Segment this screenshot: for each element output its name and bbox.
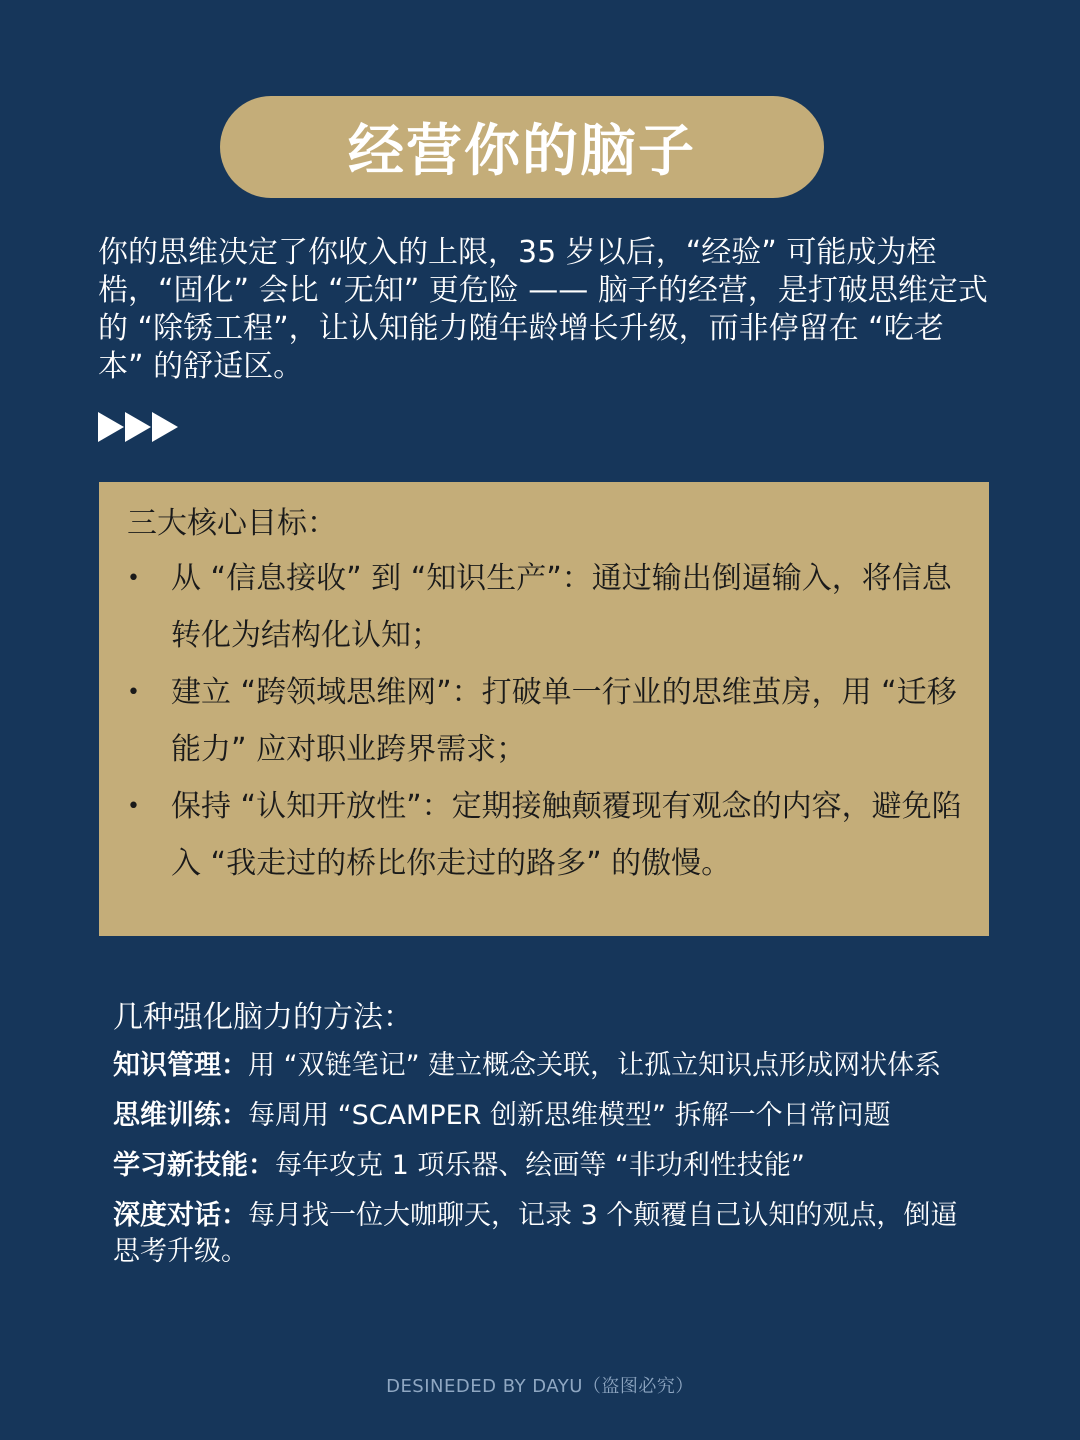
core-goal-item	[127, 664, 971, 778]
page-title: 经营你的脑子	[348, 119, 696, 184]
core-goal-item	[127, 778, 971, 892]
method-label: 学习新技能：	[113, 1150, 275, 1181]
method-text: 每周用 “SCAMPER 创新思维模型” 拆解一个日常问题	[248, 1100, 891, 1131]
methods-section	[113, 996, 973, 1284]
method-item	[113, 1148, 973, 1184]
methods-title: 几种强化脑力的方法：	[113, 1000, 413, 1035]
core-goals-title: 三大核心目标：	[127, 506, 337, 541]
bullet-icon: •	[127, 566, 140, 591]
method-item	[113, 1198, 973, 1270]
method-item	[113, 1048, 973, 1084]
core-goals-box	[99, 482, 989, 936]
intro-paragraph: 你的思维决定了你收入的上限，35 岁以后，“经验” 可能成为桎梏，“固化” 会比 “无知” 更危险 —— 脑子的经营，是打破思维定式的 “除锈工程”，让认知能力随年龄增长升级，而非停留在 “吃老本” 的舒适区。	[98, 235, 988, 384]
method-label: 思维训练：	[113, 1100, 248, 1131]
method-text: 每年攻克 1 项乐器、绘画等 “非功利性技能”	[275, 1150, 805, 1181]
core-goal-text: 建立 “跨领域思维网”：打破单一行业的思维茧房，用 “迁移能力” 应对职业跨界需求；	[171, 675, 957, 767]
core-goals-list	[127, 550, 961, 892]
method-text: 每月找一位大咖聊天，记录 3 个颠覆自己认知的观点，倒逼思考升级。	[113, 1200, 958, 1267]
method-label: 深度对话：	[113, 1200, 248, 1231]
triple-play-arrows-icon	[98, 410, 180, 444]
bullet-icon: •	[127, 680, 140, 705]
core-goal-item	[127, 550, 971, 664]
title-pill	[220, 96, 824, 198]
footer-credit: DESINEDED BY DAYU（盗图必究）	[386, 1376, 694, 1397]
method-text: 用 “双链笔记” 建立概念关联，让孤立知识点形成网状体系	[248, 1050, 942, 1081]
method-label: 知识管理：	[113, 1050, 248, 1081]
method-item	[113, 1098, 973, 1134]
core-goal-text: 保持 “认知开放性”：定期接触颠覆现有观念的内容，避免陷入 “我走过的桥比你走过的路多” 的傲慢。	[171, 789, 962, 881]
core-goal-text: 从 “信息接收” 到 “知识生产”：通过输出倒逼输入，将信息转化为结构化认知；	[171, 561, 952, 653]
bullet-icon: •	[127, 794, 140, 819]
